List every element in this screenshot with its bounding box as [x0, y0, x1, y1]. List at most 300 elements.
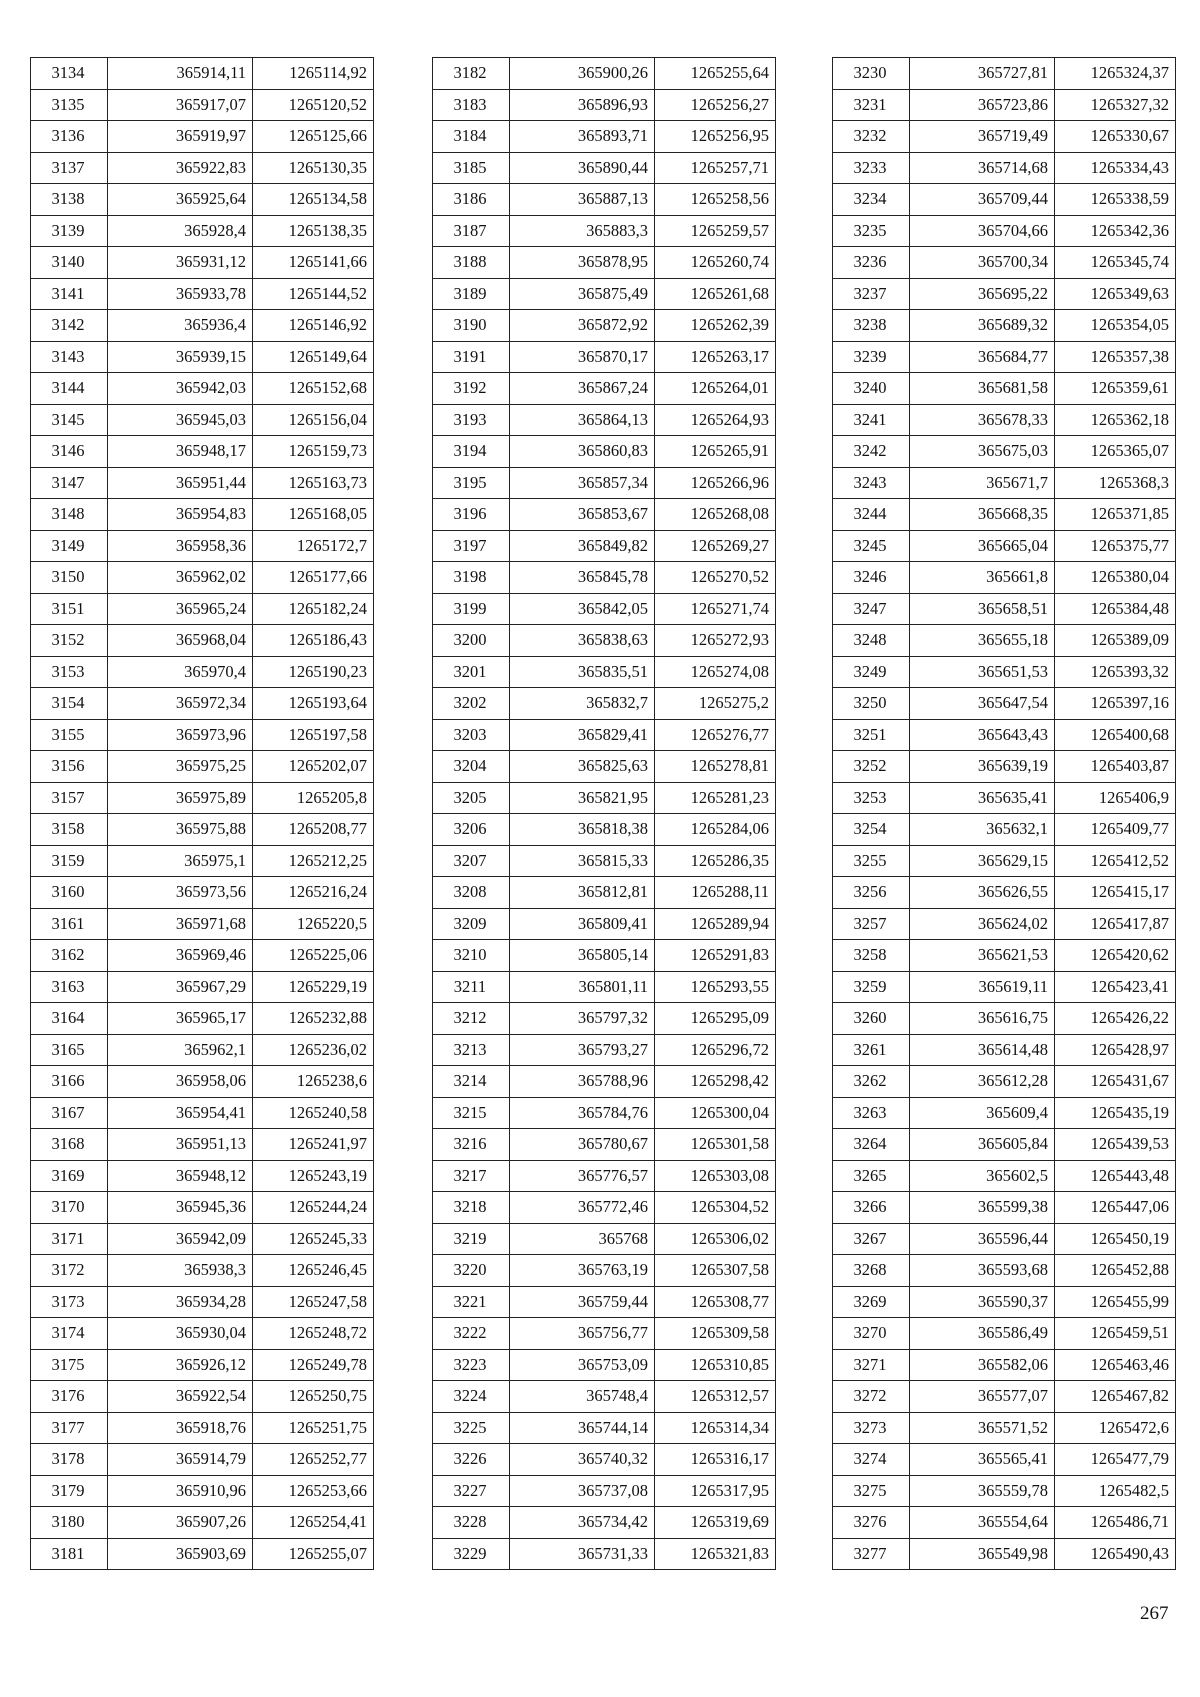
x-coordinate: 365954,41	[108, 1097, 253, 1129]
x-coordinate: 365675,03	[910, 436, 1055, 468]
y-coordinate: 1265403,87	[1055, 751, 1176, 783]
y-coordinate: 1265400,68	[1055, 719, 1176, 751]
y-coordinate: 1265389,09	[1055, 625, 1176, 657]
x-coordinate: 365709,44	[910, 184, 1055, 216]
y-coordinate: 1265303,08	[655, 1160, 776, 1192]
y-coordinate: 1265138,35	[253, 215, 374, 247]
x-coordinate: 365665,04	[910, 530, 1055, 562]
table-row	[31, 152, 374, 184]
y-coordinate: 1265281,23	[655, 782, 776, 814]
x-coordinate: 365668,35	[910, 499, 1055, 531]
point-number: 3240	[833, 373, 910, 405]
table-row	[833, 751, 1176, 783]
point-number: 3244	[833, 499, 910, 531]
y-coordinate: 1265467,82	[1055, 1381, 1176, 1413]
point-number: 3277	[833, 1538, 910, 1570]
point-number: 3276	[833, 1507, 910, 1539]
point-number: 3263	[833, 1097, 910, 1129]
x-coordinate: 365945,03	[108, 404, 253, 436]
x-coordinate: 365727,81	[910, 58, 1055, 90]
point-number: 3271	[833, 1349, 910, 1381]
x-coordinate: 365903,69	[108, 1538, 253, 1570]
x-coordinate: 365748,4	[510, 1381, 655, 1413]
y-coordinate: 1265301,58	[655, 1129, 776, 1161]
point-number: 3227	[433, 1475, 510, 1507]
point-number: 3175	[31, 1349, 108, 1381]
y-coordinate: 1265266,96	[655, 467, 776, 499]
y-coordinate: 1265265,91	[655, 436, 776, 468]
x-coordinate: 365973,56	[108, 877, 253, 909]
point-number: 3196	[433, 499, 510, 531]
table-row	[433, 1444, 776, 1476]
x-coordinate: 365797,32	[510, 1003, 655, 1035]
x-coordinate: 365938,3	[108, 1255, 253, 1287]
y-coordinate: 1265296,72	[655, 1034, 776, 1066]
y-coordinate: 1265246,45	[253, 1255, 374, 1287]
table-row	[433, 688, 776, 720]
y-coordinate: 1265293,55	[655, 971, 776, 1003]
table-row	[833, 1286, 1176, 1318]
y-coordinate: 1265243,19	[253, 1160, 374, 1192]
y-coordinate: 1265229,19	[253, 971, 374, 1003]
x-coordinate: 365842,05	[510, 593, 655, 625]
x-coordinate: 365759,44	[510, 1286, 655, 1318]
point-number: 3261	[833, 1034, 910, 1066]
point-number: 3247	[833, 593, 910, 625]
x-coordinate: 365878,95	[510, 247, 655, 279]
x-coordinate: 365942,09	[108, 1223, 253, 1255]
x-coordinate: 365954,83	[108, 499, 253, 531]
point-number: 3204	[433, 751, 510, 783]
point-number: 3159	[31, 845, 108, 877]
y-coordinate: 1265254,41	[253, 1507, 374, 1539]
y-coordinate: 1265300,04	[655, 1097, 776, 1129]
x-coordinate: 365857,34	[510, 467, 655, 499]
point-number: 3267	[833, 1223, 910, 1255]
point-number: 3236	[833, 247, 910, 279]
y-coordinate: 1265477,79	[1055, 1444, 1176, 1476]
y-coordinate: 1265365,07	[1055, 436, 1176, 468]
table-row	[833, 845, 1176, 877]
point-number: 3150	[31, 562, 108, 594]
x-coordinate: 365571,52	[910, 1412, 1055, 1444]
y-coordinate: 1265268,08	[655, 499, 776, 531]
table-row	[833, 625, 1176, 657]
point-number: 3192	[433, 373, 510, 405]
point-number: 3183	[433, 89, 510, 121]
x-coordinate: 365609,4	[910, 1097, 1055, 1129]
point-number: 3214	[433, 1066, 510, 1098]
y-coordinate: 1265375,77	[1055, 530, 1176, 562]
table-row	[31, 908, 374, 940]
table-row	[433, 530, 776, 562]
x-coordinate: 365922,54	[108, 1381, 253, 1413]
point-number: 3149	[31, 530, 108, 562]
point-number: 3264	[833, 1129, 910, 1161]
x-coordinate: 365962,1	[108, 1034, 253, 1066]
y-coordinate: 1265288,11	[655, 877, 776, 909]
x-coordinate: 365965,24	[108, 593, 253, 625]
x-coordinate: 365626,55	[910, 877, 1055, 909]
x-coordinate: 365864,13	[510, 404, 655, 436]
table-row	[833, 436, 1176, 468]
y-coordinate: 1265426,22	[1055, 1003, 1176, 1035]
table-row	[833, 1349, 1176, 1381]
point-number: 3220	[433, 1255, 510, 1287]
point-number: 3143	[31, 341, 108, 373]
y-coordinate: 1265393,32	[1055, 656, 1176, 688]
point-number: 3142	[31, 310, 108, 342]
table-row	[433, 247, 776, 279]
x-coordinate: 365756,77	[510, 1318, 655, 1350]
y-coordinate: 1265312,57	[655, 1381, 776, 1413]
table-row	[433, 1475, 776, 1507]
table-row	[31, 1192, 374, 1224]
point-number: 3174	[31, 1318, 108, 1350]
table-row	[31, 58, 374, 90]
point-number: 3154	[31, 688, 108, 720]
table-row	[31, 1003, 374, 1035]
y-coordinate: 1265291,83	[655, 940, 776, 972]
y-coordinate: 1265190,23	[253, 656, 374, 688]
x-coordinate: 365740,32	[510, 1444, 655, 1476]
point-number: 3255	[833, 845, 910, 877]
x-coordinate: 365872,92	[510, 310, 655, 342]
table-row	[833, 152, 1176, 184]
y-coordinate: 1265271,74	[655, 593, 776, 625]
table-row	[433, 562, 776, 594]
y-coordinate: 1265193,64	[253, 688, 374, 720]
y-coordinate: 1265345,74	[1055, 247, 1176, 279]
point-number: 3144	[31, 373, 108, 405]
y-coordinate: 1265334,43	[1055, 152, 1176, 184]
y-coordinate: 1265482,5	[1055, 1475, 1176, 1507]
y-coordinate: 1265248,72	[253, 1318, 374, 1350]
point-number: 3139	[31, 215, 108, 247]
table-row	[833, 1538, 1176, 1570]
point-number: 3234	[833, 184, 910, 216]
point-number: 3200	[433, 625, 510, 657]
y-coordinate: 1265431,67	[1055, 1066, 1176, 1098]
x-coordinate: 365704,66	[910, 215, 1055, 247]
point-number: 3243	[833, 467, 910, 499]
y-coordinate: 1265316,17	[655, 1444, 776, 1476]
x-coordinate: 365887,13	[510, 184, 655, 216]
x-coordinate: 365838,63	[510, 625, 655, 657]
table-row	[833, 688, 1176, 720]
x-coordinate: 365860,83	[510, 436, 655, 468]
table-row	[31, 278, 374, 310]
x-coordinate: 365930,04	[108, 1318, 253, 1350]
y-coordinate: 1265307,58	[655, 1255, 776, 1287]
point-number: 3269	[833, 1286, 910, 1318]
x-coordinate: 365849,82	[510, 530, 655, 562]
x-coordinate: 365655,18	[910, 625, 1055, 657]
table-row	[31, 1034, 374, 1066]
table-row	[833, 1444, 1176, 1476]
y-coordinate: 1265338,59	[1055, 184, 1176, 216]
point-number: 3162	[31, 940, 108, 972]
x-coordinate: 365925,64	[108, 184, 253, 216]
x-coordinate: 365809,41	[510, 908, 655, 940]
y-coordinate: 1265240,58	[253, 1097, 374, 1129]
y-coordinate: 1265417,87	[1055, 908, 1176, 940]
y-coordinate: 1265380,04	[1055, 562, 1176, 594]
y-coordinate: 1265304,52	[655, 1192, 776, 1224]
x-coordinate: 365559,78	[910, 1475, 1055, 1507]
table-row	[31, 247, 374, 279]
point-number: 3151	[31, 593, 108, 625]
table-row	[833, 562, 1176, 594]
y-coordinate: 1265354,05	[1055, 310, 1176, 342]
point-number: 3140	[31, 247, 108, 279]
point-number: 3198	[433, 562, 510, 594]
point-number: 3197	[433, 530, 510, 562]
y-coordinate: 1265349,63	[1055, 278, 1176, 310]
x-coordinate: 365590,37	[910, 1286, 1055, 1318]
x-coordinate: 365714,68	[910, 152, 1055, 184]
point-number: 3221	[433, 1286, 510, 1318]
point-number: 3208	[433, 877, 510, 909]
y-coordinate: 1265368,3	[1055, 467, 1176, 499]
y-coordinate: 1265309,58	[655, 1318, 776, 1350]
y-coordinate: 1265359,61	[1055, 373, 1176, 405]
point-number: 3188	[433, 247, 510, 279]
x-coordinate: 365917,07	[108, 89, 253, 121]
page-number: 267	[1140, 1603, 1169, 1624]
coordinate-table-2	[432, 57, 776, 1570]
table-row	[433, 467, 776, 499]
table-row	[31, 184, 374, 216]
x-coordinate: 365599,38	[910, 1192, 1055, 1224]
y-coordinate: 1265459,51	[1055, 1318, 1176, 1350]
y-coordinate: 1265384,48	[1055, 593, 1176, 625]
table-row	[833, 1097, 1176, 1129]
table-row	[833, 341, 1176, 373]
table-row	[433, 845, 776, 877]
table-row	[433, 373, 776, 405]
y-coordinate: 1265272,93	[655, 625, 776, 657]
table-row	[833, 719, 1176, 751]
x-coordinate: 365700,34	[910, 247, 1055, 279]
y-coordinate: 1265435,19	[1055, 1097, 1176, 1129]
x-coordinate: 365910,96	[108, 1475, 253, 1507]
table-row	[433, 1507, 776, 1539]
y-coordinate: 1265342,36	[1055, 215, 1176, 247]
point-number: 3193	[433, 404, 510, 436]
point-number: 3262	[833, 1066, 910, 1098]
point-number: 3177	[31, 1412, 108, 1444]
y-coordinate: 1265321,83	[655, 1538, 776, 1570]
table-row	[433, 940, 776, 972]
x-coordinate: 365605,84	[910, 1129, 1055, 1161]
point-number: 3265	[833, 1160, 910, 1192]
table-row	[433, 1160, 776, 1192]
point-number: 3275	[833, 1475, 910, 1507]
x-coordinate: 365951,44	[108, 467, 253, 499]
x-coordinate: 365784,76	[510, 1097, 655, 1129]
x-coordinate: 365651,53	[910, 656, 1055, 688]
table-row	[31, 373, 374, 405]
point-number: 3155	[31, 719, 108, 751]
y-coordinate: 1265284,06	[655, 814, 776, 846]
y-coordinate: 1265275,2	[655, 688, 776, 720]
point-number: 3248	[833, 625, 910, 657]
table-row	[833, 1129, 1176, 1161]
table-row	[833, 1507, 1176, 1539]
x-coordinate: 365788,96	[510, 1066, 655, 1098]
x-coordinate: 365737,08	[510, 1475, 655, 1507]
x-coordinate: 365793,27	[510, 1034, 655, 1066]
table-row	[433, 89, 776, 121]
x-coordinate: 365647,54	[910, 688, 1055, 720]
point-number: 3148	[31, 499, 108, 531]
table-row	[433, 1129, 776, 1161]
y-coordinate: 1265295,09	[655, 1003, 776, 1035]
table-row	[833, 530, 1176, 562]
table-row	[31, 1507, 374, 1539]
point-number: 3237	[833, 278, 910, 310]
y-coordinate: 1265415,17	[1055, 877, 1176, 909]
y-coordinate: 1265120,52	[253, 89, 374, 121]
table-row	[31, 215, 374, 247]
y-coordinate: 1265212,25	[253, 845, 374, 877]
y-coordinate: 1265472,6	[1055, 1412, 1176, 1444]
x-coordinate: 365639,19	[910, 751, 1055, 783]
table-row	[433, 341, 776, 373]
x-coordinate: 365829,41	[510, 719, 655, 751]
table-row	[433, 1318, 776, 1350]
table-row	[31, 719, 374, 751]
y-coordinate: 1265257,71	[655, 152, 776, 184]
table-row	[31, 1097, 374, 1129]
x-coordinate: 365593,68	[910, 1255, 1055, 1287]
table-row	[31, 1475, 374, 1507]
table-row	[31, 1129, 374, 1161]
point-number: 3141	[31, 278, 108, 310]
x-coordinate: 365612,28	[910, 1066, 1055, 1098]
x-coordinate: 365689,32	[910, 310, 1055, 342]
point-number: 3258	[833, 940, 910, 972]
x-coordinate: 365678,33	[910, 404, 1055, 436]
y-coordinate: 1265232,88	[253, 1003, 374, 1035]
point-number: 3241	[833, 404, 910, 436]
table-row	[833, 1003, 1176, 1035]
point-number: 3152	[31, 625, 108, 657]
point-number: 3203	[433, 719, 510, 751]
table-row	[31, 310, 374, 342]
point-number: 3194	[433, 436, 510, 468]
coordinate-table-3	[832, 57, 1176, 1570]
table-row	[833, 1255, 1176, 1287]
point-number: 3202	[433, 688, 510, 720]
x-coordinate: 365926,12	[108, 1349, 253, 1381]
point-number: 3136	[31, 121, 108, 153]
y-coordinate: 1265412,52	[1055, 845, 1176, 877]
y-coordinate: 1265289,94	[655, 908, 776, 940]
table-row	[433, 1192, 776, 1224]
point-number: 3170	[31, 1192, 108, 1224]
x-coordinate: 365948,12	[108, 1160, 253, 1192]
table-row	[31, 467, 374, 499]
table-row	[833, 1223, 1176, 1255]
point-number: 3223	[433, 1349, 510, 1381]
table-row	[433, 1066, 776, 1098]
x-coordinate: 365914,79	[108, 1444, 253, 1476]
point-number: 3182	[433, 58, 510, 90]
y-coordinate: 1265263,17	[655, 341, 776, 373]
table-row	[433, 1412, 776, 1444]
table-row	[433, 1003, 776, 1035]
point-number: 3250	[833, 688, 910, 720]
x-coordinate: 365970,4	[108, 656, 253, 688]
y-coordinate: 1265255,64	[655, 58, 776, 90]
x-coordinate: 365763,19	[510, 1255, 655, 1287]
x-coordinate: 365554,64	[910, 1507, 1055, 1539]
x-coordinate: 365602,5	[910, 1160, 1055, 1192]
point-number: 3217	[433, 1160, 510, 1192]
point-number: 3225	[433, 1412, 510, 1444]
y-coordinate: 1265261,68	[655, 278, 776, 310]
x-coordinate: 365853,67	[510, 499, 655, 531]
y-coordinate: 1265409,77	[1055, 814, 1176, 846]
y-coordinate: 1265182,24	[253, 593, 374, 625]
x-coordinate: 365890,44	[510, 152, 655, 184]
y-coordinate: 1265330,67	[1055, 121, 1176, 153]
table-row	[31, 688, 374, 720]
point-number: 3160	[31, 877, 108, 909]
x-coordinate: 365582,06	[910, 1349, 1055, 1381]
table-row	[833, 908, 1176, 940]
x-coordinate: 365958,36	[108, 530, 253, 562]
point-number: 3209	[433, 908, 510, 940]
point-number: 3252	[833, 751, 910, 783]
point-number: 3218	[433, 1192, 510, 1224]
point-number: 3166	[31, 1066, 108, 1098]
table-row	[833, 782, 1176, 814]
y-coordinate: 1265276,77	[655, 719, 776, 751]
y-coordinate: 1265256,95	[655, 121, 776, 153]
table-row	[433, 782, 776, 814]
y-coordinate: 1265202,07	[253, 751, 374, 783]
y-coordinate: 1265397,16	[1055, 688, 1176, 720]
x-coordinate: 365942,03	[108, 373, 253, 405]
point-number: 3273	[833, 1412, 910, 1444]
table-row	[833, 404, 1176, 436]
table-row	[433, 1223, 776, 1255]
y-coordinate: 1265255,07	[253, 1538, 374, 1570]
table-row	[31, 121, 374, 153]
x-coordinate: 365973,96	[108, 719, 253, 751]
x-coordinate: 365969,46	[108, 940, 253, 972]
point-number: 3251	[833, 719, 910, 751]
y-coordinate: 1265455,99	[1055, 1286, 1176, 1318]
x-coordinate: 365619,11	[910, 971, 1055, 1003]
table-row	[833, 877, 1176, 909]
point-number: 3181	[31, 1538, 108, 1570]
y-coordinate: 1265159,73	[253, 436, 374, 468]
x-coordinate: 365867,24	[510, 373, 655, 405]
point-number: 3179	[31, 1475, 108, 1507]
x-coordinate: 365870,17	[510, 341, 655, 373]
x-coordinate: 365772,46	[510, 1192, 655, 1224]
point-number: 3195	[433, 467, 510, 499]
point-number: 3176	[31, 1381, 108, 1413]
y-coordinate: 1265251,75	[253, 1412, 374, 1444]
table-row	[31, 656, 374, 688]
point-number: 3206	[433, 814, 510, 846]
coordinate-table-1	[30, 57, 374, 1570]
